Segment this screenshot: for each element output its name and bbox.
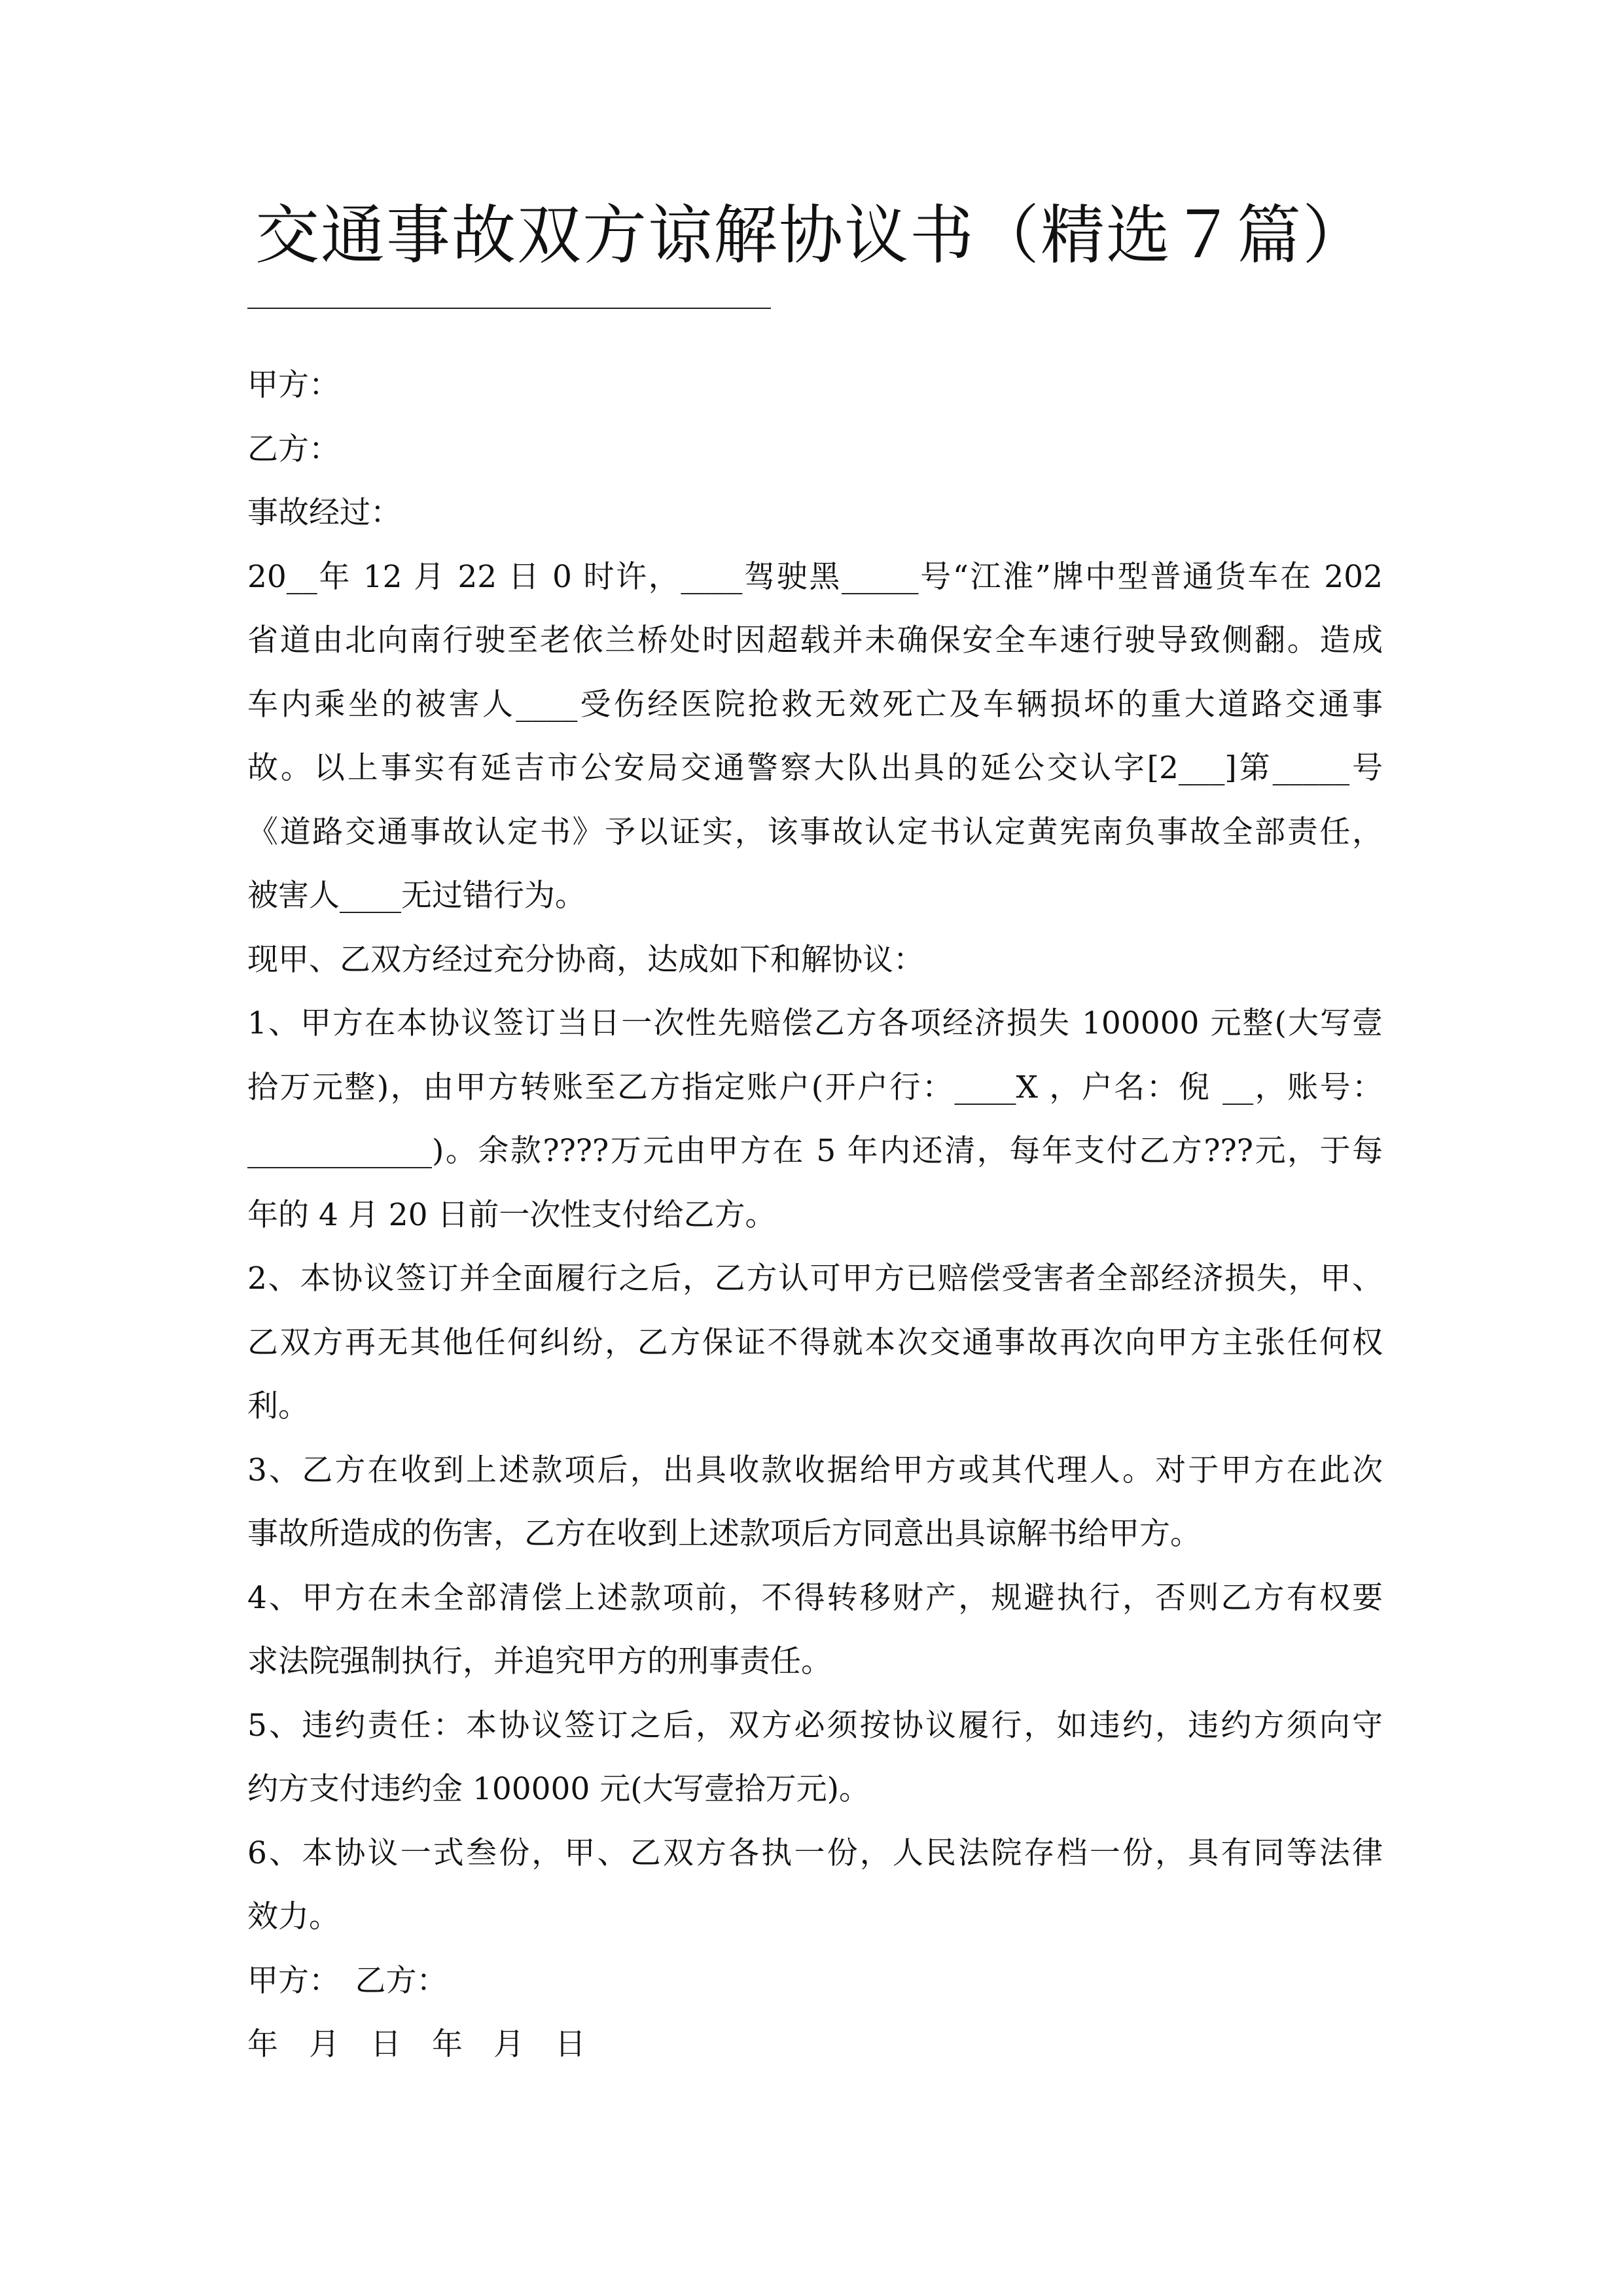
text-line: 事故经过： (247, 495, 401, 531)
text-line: 1、甲方在本协议签订当日一次性先赔偿乙方各项经济损失 100000 元整(大写壹 (247, 1005, 1383, 1041)
text-line: ____________)。余款????万元由甲方在 5 年内还清，每年支付乙方???元，于每 (247, 1133, 1383, 1169)
text-line: 3、乙方在收到上述款项后，出具收款收据给甲方或其代理人。对于甲方在此次 (247, 1452, 1383, 1488)
document-title: 交通事故双方谅解协议书（精选７篇） (255, 198, 1368, 273)
text-line: 20__年 12 月 22 日 0 时许，____驾驶黑_____号“江淮”牌中型普通货车在 202 (247, 558, 1383, 595)
text-line: 拾万元整)，由甲方转账至乙方指定账户(开户行：____X ，户名：倪 __，账号： (247, 1069, 1383, 1105)
text-line: 6、本协议一式叁份，甲、乙双方各执一份，人民法院存档一份，具有同等法律 (247, 1835, 1383, 1871)
text-line: 年的 4 月 20 日前一次性支付给乙方。 (247, 1196, 776, 1233)
document-body (247, 353, 1383, 2077)
text-line: 4、甲方在未全部清偿上述款项前，不得转移财产，规避执行，否则乙方有权要 (247, 1579, 1383, 1616)
text-line: 事故所造成的伤害，乙方在收到上述款项后方同意出具谅解书给甲方。 (247, 1516, 1201, 1552)
text-line: 求法院强制执行，并追究甲方的刑事责任。 (247, 1643, 832, 1679)
text-line: 乙方： (247, 431, 340, 467)
text-line: 《道路交通事故认定书》予以证实，该事故认定书认定黄宪南负事故全部责任， (247, 814, 1383, 850)
text-line: 故。以上事实有延吉市公安局交通警察大队出具的延公交认字[2___]第_____号 (247, 750, 1383, 786)
text-line: 约方支付违约金 100000 元(大写壹拾万元)。 (247, 1771, 870, 1807)
text-line: 被害人____无过错行为。 (247, 878, 586, 914)
text-line: 甲方： (247, 367, 340, 403)
text-line: 效力。 (247, 1899, 340, 1935)
text-line: 2、本协议签订并全面履行之后，乙方认可甲方已赔偿受害者全部经济损失，甲、 (247, 1261, 1383, 1297)
text-line: 现甲、乙双方经过充分协商，达成如下和解协议： (247, 941, 924, 978)
text-line: 甲方： 乙方： (247, 1962, 448, 1999)
text-line: 省道由北向南行驶至老依兰桥处时因超载并未确保安全车速行驶导致侧翻。造成 (247, 622, 1383, 658)
title-underline (247, 308, 771, 309)
text-line: 年 月 日 年 月 日 (247, 2026, 586, 2062)
text-line: 车内乘坐的被害人____受伤经医院抢救无效死亡及车辆损坏的重大道路交通事 (247, 686, 1383, 723)
text-line: 利。 (247, 1388, 309, 1424)
text-line: 乙双方再无其他任何纠纷，乙方保证不得就本次交通事故再次向甲方主张任何权 (247, 1324, 1383, 1361)
text-line: 5、违约责任：本协议签订之后，双方必须按协议履行，如违约，违约方须向守 (247, 1707, 1383, 1744)
